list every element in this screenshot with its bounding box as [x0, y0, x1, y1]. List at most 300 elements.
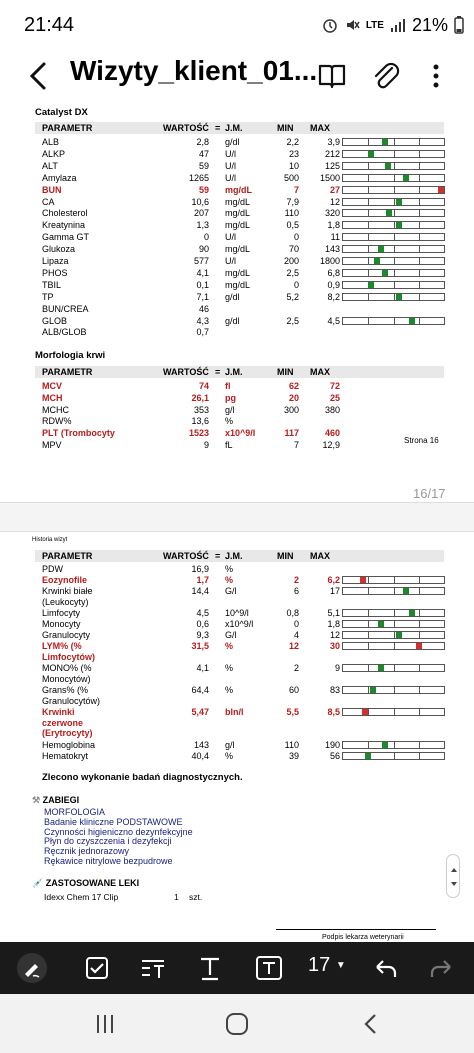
- bar-tick: [394, 175, 395, 181]
- bar-tick: [394, 246, 395, 252]
- page-select[interactable]: [308, 954, 346, 977]
- bar-tick: [368, 210, 369, 216]
- param-value: 0,7: [196, 327, 209, 338]
- param-name: Gamma GT: [42, 232, 90, 243]
- range-marker: [403, 588, 409, 594]
- param-value: 9,3: [196, 630, 209, 640]
- status-bar: [0, 0, 474, 48]
- param-name: LYM% (%: [42, 641, 82, 651]
- bar-tick: [419, 577, 420, 583]
- checkbox-icon[interactable]: [80, 952, 114, 984]
- param-min: 62: [288, 381, 299, 391]
- param-name: ALKP: [42, 148, 66, 159]
- table-row: [35, 751, 445, 762]
- leki-row: [44, 892, 203, 902]
- bar-tick: [368, 258, 369, 264]
- bar-tick: [394, 282, 395, 288]
- param-max: 30: [329, 641, 340, 651]
- bar-tick: [368, 139, 369, 145]
- home-icon[interactable]: [222, 1010, 252, 1038]
- param-min: 7,9: [286, 196, 299, 207]
- table-header-p2: [35, 550, 444, 562]
- range-bar: [342, 198, 445, 206]
- range-bar: [342, 752, 445, 760]
- param-min: 60: [288, 685, 299, 695]
- section-morfologia: Morfologia krwi: [35, 350, 106, 361]
- param-value: 1,3: [196, 220, 209, 231]
- document-title: Wizyty_klient_01...: [70, 55, 318, 86]
- param-min: 23: [288, 148, 299, 159]
- range-bar: [342, 233, 445, 241]
- table-row: [35, 185, 445, 196]
- range-marker: [438, 187, 444, 193]
- bar-tick: [368, 577, 369, 583]
- bar-tick: [419, 199, 420, 205]
- table-row: [35, 268, 445, 279]
- param-max: 1800: [319, 256, 340, 266]
- bar-tick: [394, 643, 395, 649]
- range-bar: [342, 209, 445, 217]
- header-wartosc: WARTOŚĆ: [163, 123, 209, 133]
- param-min: 2: [293, 663, 299, 673]
- page-select-value: 17: [308, 954, 331, 976]
- param-max: 83: [329, 685, 340, 695]
- lek-name: Idexx Chem 17 Clip: [44, 892, 119, 902]
- param-name: Cholesterol: [42, 208, 88, 219]
- table-row: [35, 280, 445, 291]
- range-bar: [342, 281, 445, 289]
- bar-tick: [368, 665, 369, 671]
- param-min: 300: [283, 404, 299, 415]
- bar-tick: [368, 270, 369, 276]
- param-value: 64,4: [191, 685, 209, 695]
- param-max: 25: [329, 392, 340, 403]
- param-value: 14,4: [191, 586, 209, 596]
- bar-tick: [419, 175, 420, 181]
- header-max: MAX: [310, 551, 330, 561]
- range-bar: [342, 162, 445, 170]
- param-max: 27: [329, 184, 340, 195]
- table-row: [35, 619, 445, 630]
- param-name: MCV: [42, 381, 62, 391]
- param-min: 500: [283, 172, 299, 183]
- header-parametr: PARAMETR: [42, 123, 93, 133]
- table-row: [35, 244, 445, 255]
- param-max: 190: [324, 740, 340, 750]
- table-row: [35, 197, 445, 208]
- param-min: 0,8: [286, 608, 299, 618]
- param-min: 0,5: [286, 220, 299, 231]
- bar-tick: [368, 294, 369, 300]
- chevron-down-icon: ▼: [335, 960, 346, 971]
- range-marker: [374, 258, 380, 264]
- bar-tick: [419, 621, 420, 627]
- param-unit: %: [225, 663, 234, 673]
- param-unit: %: [225, 751, 234, 761]
- param-name: Hemoglobina: [42, 740, 96, 750]
- bar-tick: [419, 588, 420, 594]
- bar-tick: [419, 270, 420, 276]
- header-eq: =: [215, 367, 221, 377]
- table-row: [35, 220, 445, 231]
- param-max: 212: [324, 148, 340, 159]
- zabieg-item: Płyn do czyszczenia i dezyfekcji: [44, 836, 172, 847]
- range-bar: [342, 576, 445, 584]
- param-name: Lipaza: [42, 256, 69, 266]
- param-min: 5,2: [286, 291, 299, 302]
- param-unit: %: [225, 416, 234, 427]
- param-min: 10: [288, 160, 299, 171]
- param-max: 56: [329, 751, 340, 761]
- param-unit: g/l: [225, 740, 235, 750]
- param-min: 2,5: [286, 267, 299, 278]
- param-value: 90: [198, 244, 209, 255]
- table-row: [35, 393, 445, 404]
- bar-tick: [394, 258, 395, 264]
- range-marker: [409, 610, 415, 616]
- bar-tick: [419, 665, 420, 671]
- lek-qty: 1: [174, 892, 179, 902]
- param-unit: bln/l: [225, 707, 244, 717]
- param-min: 0: [293, 232, 299, 243]
- param-max: 6,2: [327, 575, 340, 585]
- param-min: 2,5: [286, 315, 299, 326]
- mute-icon: [344, 17, 360, 33]
- nav-back-icon[interactable]: [356, 1010, 386, 1038]
- param-value: 1,7: [196, 575, 209, 585]
- range-marker: [396, 199, 402, 205]
- param-max: 6,8: [327, 267, 340, 278]
- header-wartosc: WARTOŚĆ: [163, 367, 209, 377]
- range-bar: [342, 708, 445, 716]
- header-jm: J.M.: [225, 123, 243, 133]
- param-value: 353: [193, 404, 209, 415]
- bar-tick: [419, 234, 420, 240]
- param-name: Monocyty: [42, 619, 81, 629]
- range-marker: [365, 753, 371, 759]
- param-name: Glukoza: [42, 244, 76, 255]
- alarm-icon: [322, 17, 338, 33]
- bar-tick: [419, 139, 420, 145]
- bar-tick: [394, 742, 395, 748]
- header-max: MAX: [310, 367, 330, 377]
- param-max: 3,9: [327, 137, 340, 147]
- table-row: [35, 440, 445, 451]
- range-bar: [342, 257, 445, 265]
- bar-tick: [368, 610, 369, 616]
- paperclip-icon[interactable]: [370, 58, 402, 94]
- bar-tick: [394, 610, 395, 616]
- range-marker: [403, 175, 409, 181]
- bar-tick: [419, 163, 420, 169]
- param-value: 13,6: [191, 416, 209, 427]
- param-min: 6: [293, 586, 299, 596]
- param-value: 0: [203, 232, 209, 243]
- param-name: RDW%: [42, 416, 72, 427]
- param-value: 74: [198, 381, 209, 391]
- table-row: [35, 161, 445, 172]
- bar-tick: [394, 270, 395, 276]
- param-max: 380: [324, 404, 340, 415]
- param-name: Kreatynina: [42, 220, 86, 231]
- more-vertical-icon[interactable]: [420, 58, 452, 94]
- param-name: GLOB: [42, 315, 68, 326]
- bar-tick: [394, 199, 395, 205]
- param-value: 47: [198, 148, 209, 159]
- pen-icon[interactable]: [15, 952, 49, 984]
- param-unit: U/l: [225, 232, 236, 243]
- bar-tick: [368, 318, 369, 324]
- table-row: [35, 149, 445, 160]
- param-name: PLT (Trombocyty: [42, 428, 115, 439]
- page-header-small: Historia wizyt: [32, 537, 68, 543]
- table-row: [35, 232, 445, 243]
- param-max: 8,5: [327, 707, 340, 717]
- range-marker: [362, 709, 368, 715]
- table-header-2: [35, 366, 444, 378]
- param-unit: mg/dL: [225, 184, 252, 195]
- param-value: 9: [203, 440, 209, 450]
- param-name: MCH: [42, 392, 63, 403]
- param-max: 12: [329, 196, 340, 207]
- param-unit: U/l: [225, 160, 236, 171]
- fast-scroll-handle[interactable]: [446, 854, 460, 898]
- signature-label: Podpis lekarza weterynarii: [322, 934, 404, 941]
- param-value: 59: [198, 184, 209, 195]
- range-bar: [342, 664, 445, 672]
- table-row: [35, 292, 445, 303]
- status-icons: [322, 13, 464, 37]
- param-value: 16,9: [191, 564, 209, 574]
- param-unit: mg/dL: [225, 279, 251, 290]
- syringe-icon: 💉: [32, 878, 44, 888]
- bar-tick: [368, 222, 369, 228]
- range-bar: [342, 245, 445, 253]
- range-marker: [378, 665, 384, 671]
- param-name-line2: (Leukocyty): [42, 596, 89, 607]
- param-value: 1265: [188, 172, 209, 183]
- param-value: 4,5: [196, 608, 209, 618]
- bar-tick: [368, 742, 369, 748]
- annotation-toolbar: [0, 942, 474, 994]
- range-marker: [409, 318, 415, 324]
- param-name: TBIL: [42, 279, 62, 290]
- range-marker: [385, 163, 391, 169]
- table-row: [35, 381, 445, 392]
- param-value: 10,6: [191, 196, 209, 207]
- param-name: Granulocyty: [42, 630, 91, 640]
- param-max: 143: [324, 244, 340, 255]
- table-row: [35, 137, 445, 148]
- param-unit: g/dl: [225, 291, 240, 302]
- range-marker: [382, 742, 388, 748]
- range-marker: [368, 282, 374, 288]
- text-icon[interactable]: [193, 952, 227, 984]
- bar-tick: [368, 163, 369, 169]
- param-name: ALB/GLOB: [42, 327, 87, 338]
- text-box-icon[interactable]: [252, 952, 286, 984]
- param-unit: mg/dL: [225, 196, 251, 207]
- range-bar: [342, 587, 445, 595]
- param-name: TP: [42, 291, 54, 302]
- param-min: 0: [293, 279, 299, 290]
- range-bar: [342, 631, 445, 639]
- app-bar: [0, 48, 474, 104]
- param-name: Krwinki białe: [42, 586, 93, 596]
- range-bar: [342, 620, 445, 628]
- text-align-icon[interactable]: [136, 952, 170, 984]
- param-min: 39: [288, 751, 299, 761]
- param-value: 143: [193, 740, 209, 750]
- bar-tick: [394, 687, 395, 693]
- bar-tick: [394, 665, 395, 671]
- leki-title: ZASTOSOWANE LEKI: [45, 878, 140, 888]
- header-min: MIN: [277, 551, 294, 561]
- recent-apps-icon[interactable]: [90, 1010, 120, 1038]
- param-value: 5,47: [191, 707, 209, 717]
- param-name-line2: Limfocytów): [42, 651, 95, 662]
- range-marker: [382, 139, 388, 145]
- range-bar: [342, 686, 445, 694]
- param-value: 31,5: [191, 641, 209, 651]
- param-name: PHOS: [42, 267, 68, 278]
- param-unit: mg/dL: [225, 244, 251, 255]
- range-marker: [378, 621, 384, 627]
- param-min: 4: [293, 630, 299, 640]
- param-name: Grans% (%: [42, 685, 89, 695]
- param-name: CA: [42, 196, 55, 207]
- param-name: PDW: [42, 564, 63, 574]
- table-row: [35, 256, 445, 267]
- redo-icon[interactable]: [425, 952, 459, 984]
- bar-tick: [368, 187, 369, 193]
- bar-tick: [368, 643, 369, 649]
- table-row: [35, 564, 445, 575]
- param-value: 0,6: [196, 619, 209, 629]
- param-max: 5,1: [327, 608, 340, 618]
- bar-tick: [394, 577, 395, 583]
- bar-tick: [368, 199, 369, 205]
- bar-tick: [394, 709, 395, 715]
- page-counter: 16/17: [413, 486, 446, 501]
- param-unit: %: [225, 575, 234, 585]
- table-row: [35, 304, 445, 315]
- param-unit: 10^9/l: [225, 608, 249, 618]
- param-value: 4,1: [196, 267, 209, 278]
- bar-tick: [394, 187, 395, 193]
- table-row: [35, 641, 445, 663]
- bar-tick: [419, 282, 420, 288]
- param-name-line2: Granulocytów): [42, 695, 101, 706]
- bar-tick: [419, 187, 420, 193]
- bar-tick: [419, 246, 420, 252]
- bar-tick: [394, 151, 395, 157]
- param-unit: mg/dL: [225, 208, 251, 219]
- param-unit: g/l: [225, 404, 235, 415]
- table-row: [35, 608, 445, 619]
- param-value: 207: [193, 208, 209, 219]
- param-max: 1,8: [327, 619, 340, 629]
- table-row: [35, 428, 445, 439]
- param-name-line3: (Erytrocyty): [42, 728, 93, 738]
- param-min: 110: [284, 208, 299, 219]
- bar-tick: [368, 709, 369, 715]
- range-bar: [342, 317, 445, 325]
- param-unit: %: [225, 685, 234, 695]
- param-min: 2,2: [286, 137, 299, 147]
- page-gap: [0, 502, 474, 532]
- zabieg-item: Badanie kliniczne PODSTAWOWE: [44, 816, 183, 827]
- status-time: 21:44: [24, 14, 75, 36]
- header-min: MIN: [277, 367, 294, 377]
- param-value: 7,1: [196, 291, 209, 302]
- range-bar: [342, 150, 445, 158]
- header-jm: J.M.: [225, 367, 243, 377]
- param-unit: g/dl: [225, 137, 240, 147]
- param-unit: U/l: [225, 172, 236, 183]
- undo-icon[interactable]: [368, 952, 402, 984]
- range-marker: [368, 151, 374, 157]
- section-catalyst: Catalyst DX: [35, 107, 88, 118]
- header-parametr: PARAMETR: [42, 551, 93, 561]
- zabiegi-heading: [32, 795, 79, 806]
- table-row: [35, 685, 445, 707]
- range-bar: [342, 186, 445, 194]
- param-unit: g/dl: [225, 315, 240, 326]
- param-max: 11: [330, 232, 340, 243]
- leki-heading: [32, 878, 139, 889]
- table-row: [35, 707, 445, 740]
- param-value: 59: [198, 160, 209, 171]
- table-row: [35, 575, 445, 586]
- table-row: [35, 663, 445, 685]
- param-unit: U/l: [225, 256, 236, 266]
- param-unit: G/l: [225, 630, 237, 640]
- param-value: 4,1: [196, 663, 209, 673]
- param-unit: x10^9/l: [225, 619, 254, 629]
- param-name: Krwinki: [42, 707, 75, 717]
- table-header: [35, 122, 444, 134]
- param-max: 72: [329, 381, 340, 391]
- range-marker: [370, 687, 376, 693]
- table-row: [35, 173, 445, 184]
- bar-tick: [419, 632, 420, 638]
- back-arrow-icon[interactable]: [22, 56, 58, 96]
- bar-tick: [368, 246, 369, 252]
- bar-tick: [394, 753, 395, 759]
- range-marker: [396, 294, 402, 300]
- param-min: 7: [293, 184, 299, 195]
- param-unit: x10^9/l: [225, 428, 256, 439]
- bar-tick: [394, 222, 395, 228]
- param-name: Eozynofile: [42, 575, 88, 585]
- param-min: 0: [293, 619, 299, 629]
- table-row: [35, 740, 445, 751]
- lek-unit: szt.: [189, 892, 203, 902]
- param-min: 12: [288, 641, 299, 651]
- param-name: MPV: [42, 440, 62, 450]
- table-row: [35, 416, 445, 427]
- range-bar: [342, 741, 445, 749]
- bar-tick: [419, 222, 420, 228]
- book-icon[interactable]: [316, 58, 348, 94]
- param-name-line2: Monocytów): [42, 673, 91, 684]
- param-unit: G/l: [225, 586, 237, 596]
- bar-tick: [394, 632, 395, 638]
- table-row: [35, 208, 445, 219]
- param-value: 4,3: [196, 315, 209, 326]
- header-eq: =: [215, 551, 221, 561]
